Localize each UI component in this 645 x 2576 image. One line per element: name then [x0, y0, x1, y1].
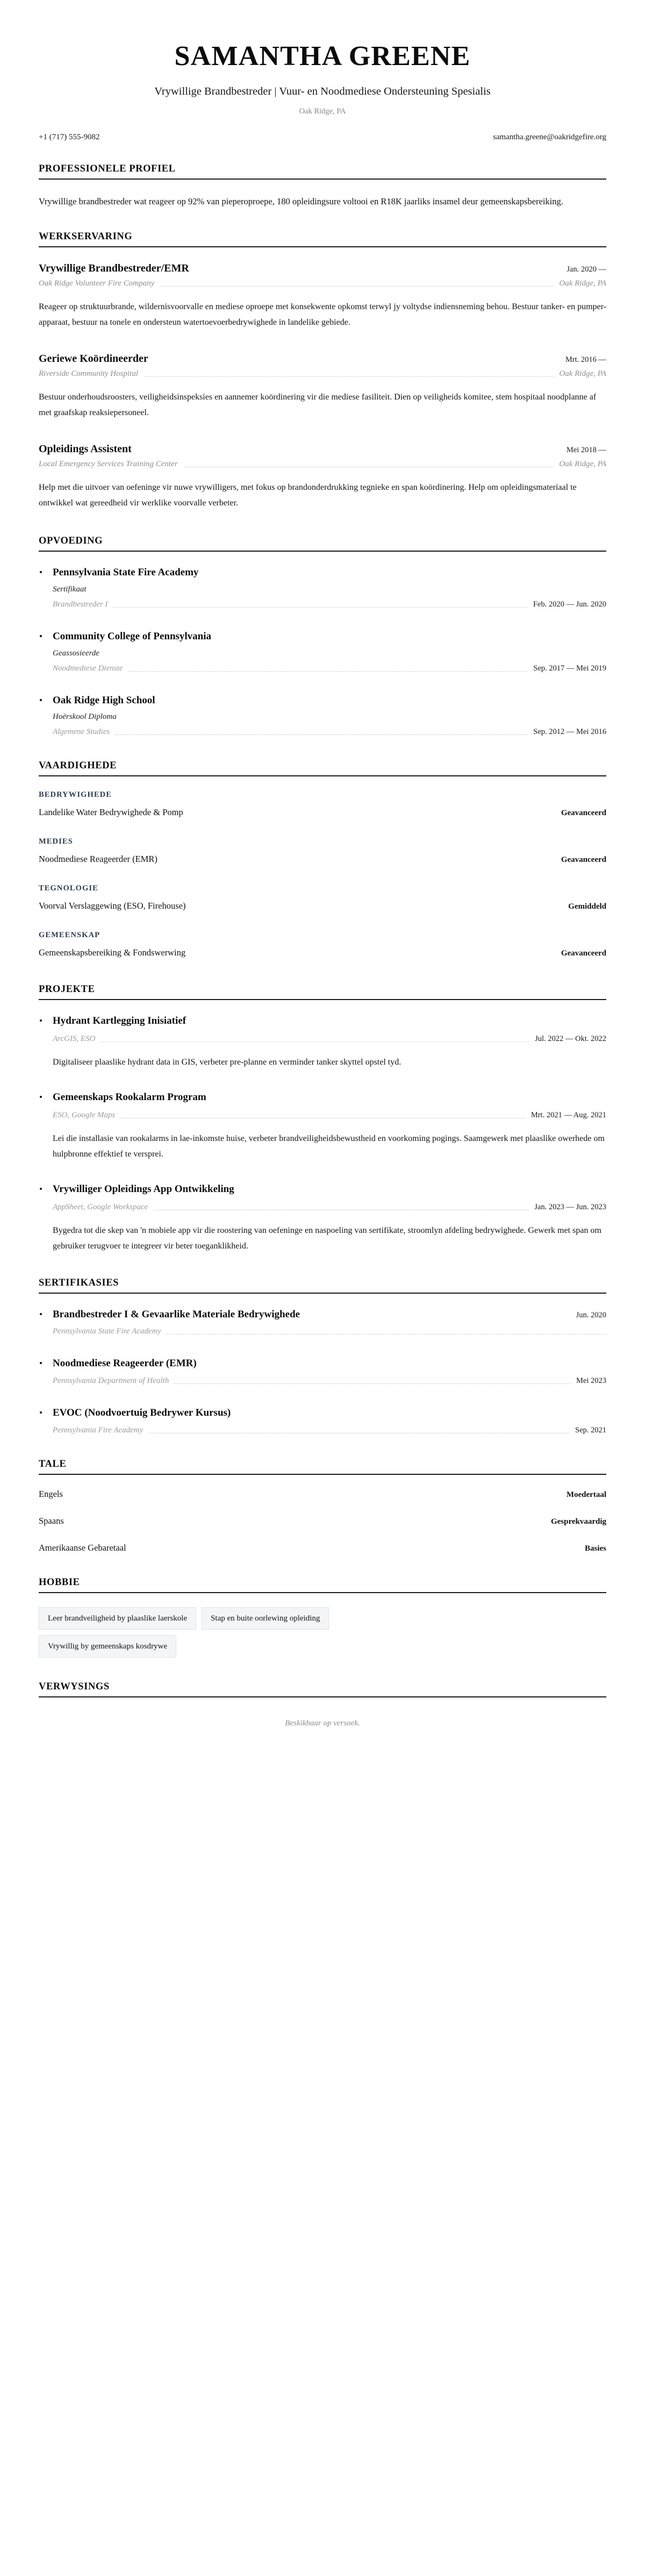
skill-category: TEGNOLOGIE [39, 884, 98, 893]
certification-date: Jun. 2020 [576, 1310, 606, 1319]
section-divider [39, 179, 606, 180]
header-location: Oak Ridge, PA [299, 106, 346, 116]
professional-headline: Vrywillige Brandbestreder | Vuur- en Noodmediese Ondersteuning Spesialis [154, 85, 491, 98]
certification-issuer: Pennsylvania Department of Health [53, 1376, 169, 1386]
education-item [39, 566, 606, 609]
education-degree: Geassosieerde [53, 648, 99, 658]
spacer [39, 1663, 606, 1681]
project-dates: Mrt. 2021 — Aug. 2021 [531, 1110, 606, 1119]
education-dates: Sep. 2017 — Mei 2019 [533, 663, 606, 673]
section-heading-summary: PROFESSIONELE PROFIEL [39, 163, 176, 174]
skill-level: Geavanceerd [561, 855, 606, 865]
spacer [39, 517, 606, 536]
section-heading-languages: TALE [39, 1458, 67, 1469]
section-references [39, 1681, 606, 1728]
bullet-icon [40, 1411, 42, 1414]
education-header [53, 630, 606, 644]
bullet-icon [40, 699, 42, 701]
experience-header [39, 442, 606, 456]
resume-header [39, 0, 606, 142]
education-degree: Hoërskool Diploma [53, 712, 117, 722]
experience-item [39, 442, 606, 511]
language-row [39, 1489, 606, 1500]
language-row [39, 1516, 606, 1526]
experience-dates: Mei 2018 — [566, 446, 606, 455]
language-row [39, 1543, 606, 1553]
language-name: Amerikaanse Gebaretaal [39, 1542, 126, 1553]
spacer [39, 966, 606, 984]
education-subline [53, 664, 606, 673]
dotted-leader [174, 1383, 571, 1384]
page-footer-space [39, 1731, 606, 1828]
education-school: Oak Ridge High School [53, 694, 155, 706]
section-heading-projects: PROJEKTE [39, 984, 95, 995]
skill-row [39, 807, 606, 818]
experience-dates: Mrt. 2016 — [565, 355, 606, 364]
section-divider [39, 551, 606, 552]
dotted-leader [101, 1041, 529, 1042]
spacer [39, 742, 606, 760]
spacer [39, 213, 606, 231]
certification-subline [53, 1376, 606, 1386]
project-subline [53, 1203, 606, 1212]
phone-number[interactable]: +1 (717) 555-9082 [39, 132, 100, 141]
section-divider [39, 1592, 606, 1593]
experience-description: Bestuur onderhoudsroosters, veiligheidsinspeksies en aannemer koördinering vir die mediese fasiliteit. Dien op veiligheids komitee, stem hospitaal noodplanne af met graafskap reaksiepersoneel. [39, 392, 597, 418]
education-item [39, 630, 606, 673]
project-dates: Jan. 2023 — Jun. 2023 [534, 1202, 606, 1211]
hobby-chip: Stap en buite oorlewing opleiding [202, 1607, 329, 1630]
language-level: Gesprekvaardig [550, 1517, 606, 1526]
section-skills [39, 760, 606, 958]
section-heading-hobbies: HOBBIE [39, 1576, 80, 1588]
experience-dates: Jan. 2020 — [567, 265, 606, 274]
education-field: Algemene Studies [53, 727, 110, 737]
project-name: Vrywilliger Opleidings App Ontwikkeling [53, 1183, 234, 1195]
bullet-icon [40, 635, 42, 637]
experience-description: Reageer op struktuurbrande, wildernisvoorvalle en mediese oproepe met konsekwente opkomst terwyl jy voltydse indiensneming behou. Bestuur tanker- en pumper-apparaat, bestuur na tonele en ondersteun watertoevoerbedrywighede in landelike gebiede. [39, 302, 606, 327]
dotted-leader [167, 1333, 606, 1335]
skill-group [39, 931, 606, 958]
dotted-leader [120, 1117, 526, 1118]
dotted-leader [160, 286, 554, 287]
education-subline [53, 600, 606, 609]
dotted-leader [148, 1432, 570, 1433]
project-name: Gemeenskaps Rookalarm Program [53, 1091, 206, 1103]
project-tech: AppSheet, Google Workspace [53, 1202, 148, 1211]
summary-text: Vrywillige brandbestreder wat reageer op 92% van pieperoproepe, 180 opleidingsure voltooi en R18K jaarliks insamel deur gemeenskapsbereiking. [39, 196, 563, 206]
certification-subline [53, 1426, 606, 1435]
dotted-leader [153, 1209, 529, 1210]
experience-header [39, 352, 606, 366]
section-work-experience [39, 231, 606, 511]
skill-name: Voorval Verslaggewing (ESO, Firehouse) [39, 901, 186, 911]
skill-row [39, 854, 606, 865]
project-subline [53, 1034, 606, 1044]
experience-item [39, 352, 606, 420]
certification-item [39, 1406, 606, 1435]
experience-header [39, 261, 606, 275]
experience-role: Geriewe Koördineerder [39, 352, 148, 365]
skill-category: BEDRYWIGHEDE [39, 790, 112, 800]
skill-level: Geavanceerd [561, 949, 606, 958]
project-item [39, 1090, 606, 1162]
section-heading-skills: VAARDIGHEDE [39, 760, 117, 772]
project-tech: ArcGIS, ESO [53, 1034, 96, 1043]
spacer [39, 1440, 606, 1459]
section-education [39, 536, 606, 737]
bullet-icon [40, 1313, 42, 1315]
project-description: Bygedra tot die skep van 'n mobiele app vir die roostering van oefeninge en naspoeling van sertifikate, stroomlyn afdeling bedrywighede. Gewerk met span om gebruiker terugvoer te integreer vir beter toeganklikheid. [53, 1225, 601, 1251]
section-divider [39, 246, 606, 247]
education-school: Pennsylvania State Fire Academy [53, 567, 199, 579]
education-degree: Sertifikaat [53, 585, 87, 594]
spacer [39, 1559, 606, 1577]
experience-location: Oak Ridge, PA [559, 369, 606, 378]
dotted-leader [115, 734, 528, 735]
dotted-leader [113, 606, 528, 608]
hobby-chip: Vrywillig by gemeenskaps kosdrywe [39, 1635, 176, 1658]
skill-row [39, 901, 606, 911]
experience-item [39, 261, 606, 330]
education-field: Noodmediese Dienste [53, 663, 123, 673]
certification-date: Mei 2023 [576, 1376, 606, 1386]
bullet-icon [40, 571, 42, 573]
skill-group [39, 884, 606, 911]
skill-level: Geavanceerd [561, 809, 606, 818]
project-subline [53, 1111, 606, 1120]
education-subline [53, 727, 606, 737]
certification-item [39, 1308, 606, 1337]
language-level: Basies [584, 1544, 606, 1553]
section-projects [39, 984, 606, 1253]
education-field: Brandbestreder I [53, 600, 108, 609]
dotted-leader [128, 670, 528, 672]
certification-date: Sep. 2021 [575, 1425, 606, 1435]
project-item [39, 1014, 606, 1070]
project-item [39, 1182, 606, 1254]
bullet-icon [40, 1019, 42, 1022]
skill-name: Landelike Water Bedrywighede & Pomp [39, 807, 183, 818]
bullet-icon [40, 1362, 42, 1364]
section-professional-profile [39, 163, 606, 210]
experience-location: Oak Ridge, PA [559, 279, 606, 288]
section-divider [39, 1696, 606, 1697]
certification-name: Brandbestreder I & Gevaarlike Materiale Bedrywighede [53, 1308, 300, 1320]
section-heading-certifications: SERTIFIKASIES [39, 1277, 119, 1288]
project-description: Digitaliseer plaaslike hydrant data in GIS, verbeter pre-planne en verminder tanker skyttel opstel tyd. [53, 1057, 402, 1067]
certification-header [53, 1308, 606, 1322]
section-divider [39, 775, 606, 776]
section-divider [39, 1474, 606, 1475]
skill-group [39, 837, 606, 865]
experience-location: Oak Ridge, PA [559, 460, 606, 469]
certification-name: EVOC (Noodvoertuig Bedrywer Kursus) [53, 1407, 231, 1419]
experience-role: Opleidings Assistent [39, 443, 132, 455]
experience-company: Riverside Community Hospital [39, 369, 138, 378]
certification-issuer: Pennsylvania Fire Academy [53, 1425, 144, 1435]
language-name: Engels [39, 1488, 63, 1499]
certification-name: Noodmediese Reageerder (EMR) [53, 1358, 197, 1369]
education-item [39, 694, 606, 737]
hobby-chip: Leer brandveiligheid by plaaslike laerskole [39, 1607, 196, 1630]
section-hobbies [39, 1577, 606, 1658]
dotted-leader [183, 466, 554, 467]
section-heading-references: VERWYSINGS [39, 1681, 110, 1692]
spacer [39, 1259, 606, 1278]
experience-company: Local Emergency Services Training Center [39, 460, 178, 469]
skill-row [39, 947, 606, 958]
dotted-leader [144, 376, 554, 377]
language-level: Moedertaal [566, 1490, 606, 1499]
experience-description: Help met die uitvoer van oefeninge vir nuwe vrywilligers, met fokus op brandonderdrukking tegnieke en span koördinering. Help om opleidingsmateriaal te ontwikkel wat gereedheid vir werklike voorvalle verbeter. [39, 483, 577, 508]
certification-issuer: Pennsylvania State Fire Academy [53, 1327, 162, 1336]
bullet-icon [40, 1096, 42, 1098]
section-languages [39, 1459, 606, 1553]
project-dates: Jul. 2022 — Okt. 2022 [535, 1034, 606, 1043]
experience-role: Vrywillige Brandbestreder/EMR [39, 262, 189, 274]
project-tech: ESO, Google Maps [53, 1110, 116, 1119]
skill-level: Gemiddeld [568, 902, 606, 911]
references-text: Beskikbaar op versoek. [285, 1718, 360, 1728]
experience-subline [39, 460, 606, 469]
section-heading-education: OPVOEDING [39, 536, 103, 547]
skill-name: Noodmediese Reageerder (EMR) [39, 854, 157, 865]
certification-item [39, 1357, 606, 1386]
experience-subline [39, 279, 606, 288]
project-description: Lei die installasie van rookalarms in lae-inkomste huise, verbeter brandveiligheidsbewustheid en voorkoming pogings. Saamgewerk met plaaslike owerhede om hulpbronne effektief te versprei. [53, 1133, 605, 1159]
skill-name: Gemeenskapsbereiking & Fondswerwing [39, 947, 186, 958]
project-name: Hydrant Kartlegging Inisiatief [53, 1015, 187, 1027]
education-header [53, 694, 606, 708]
education-dates: Feb. 2020 — Jun. 2020 [533, 600, 606, 609]
email-address[interactable]: samantha.greene@oakridgefire.org [493, 132, 606, 141]
education-dates: Sep. 2012 — Mei 2016 [533, 727, 606, 737]
hobby-list [39, 1607, 447, 1658]
bullet-icon [40, 1188, 42, 1190]
skill-category: MEDIES [39, 837, 73, 846]
education-header [53, 566, 606, 580]
section-divider [39, 1293, 606, 1294]
contact-row [39, 133, 606, 142]
section-heading-experience: WERKSERVARING [39, 231, 133, 242]
language-name: Spaans [39, 1515, 64, 1526]
certification-subline [53, 1327, 606, 1336]
experience-company: Oak Ridge Volunteer Fire Company [39, 279, 155, 288]
section-divider [39, 999, 606, 1000]
skill-category: GEMEENSKAP [39, 931, 101, 940]
skill-group [39, 790, 606, 818]
experience-subline [39, 369, 606, 379]
page-title: SAMANTHA GREENE [174, 41, 471, 72]
education-school: Community College of Pennsylvania [53, 631, 212, 643]
section-certifications [39, 1278, 606, 1435]
